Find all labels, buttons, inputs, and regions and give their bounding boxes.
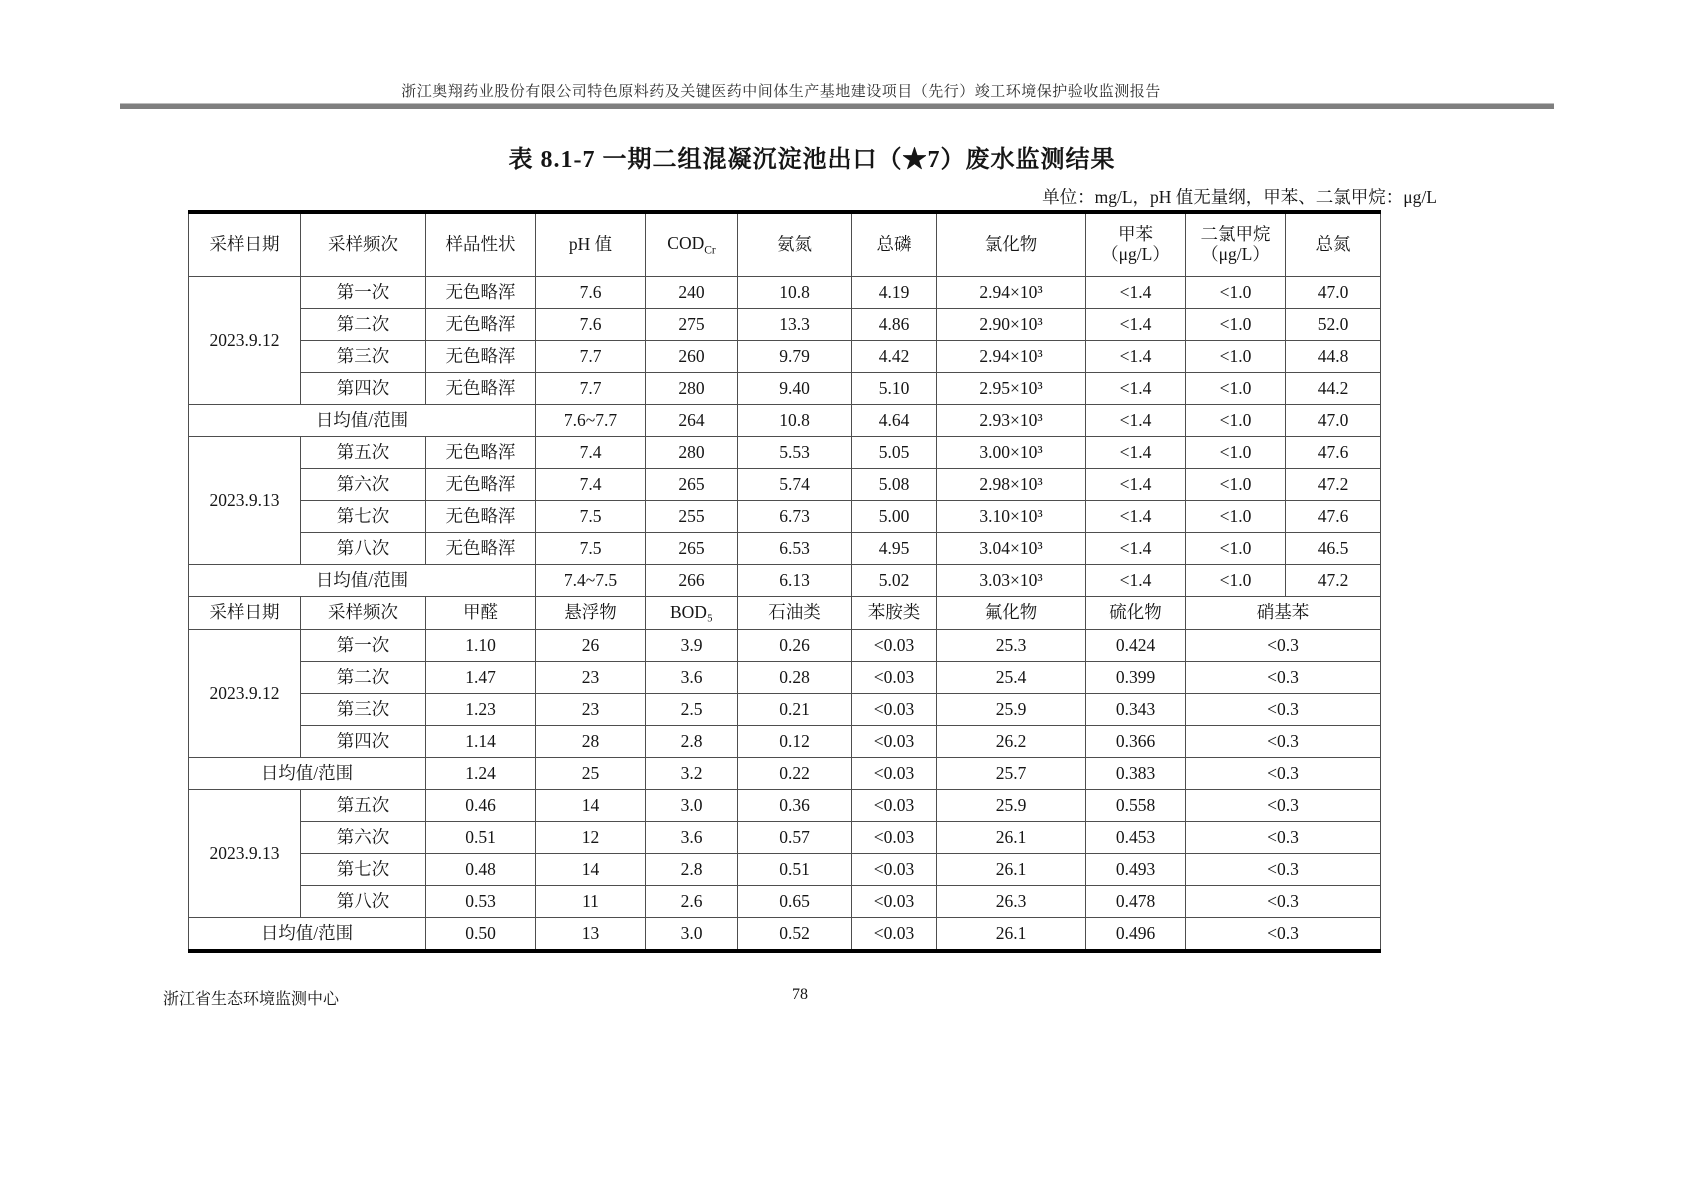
value-cell: 4.95 (852, 533, 937, 565)
value-cell: 0.21 (738, 694, 852, 726)
value-cell: <1.0 (1186, 533, 1286, 565)
value-cell: 47.6 (1286, 501, 1381, 533)
col-header-aniline: 苯胺类 (852, 597, 937, 630)
frequency-cell: 第七次 (301, 854, 426, 886)
frequency-cell: 第五次 (301, 437, 426, 469)
value-cell: 无色略浑 (426, 309, 536, 341)
avg-value-cell: 0.50 (426, 918, 536, 952)
value-cell: <1.4 (1086, 437, 1186, 469)
footer-organization: 浙江省生态环境监测中心 (163, 991, 340, 1008)
value-cell: <0.03 (852, 886, 937, 918)
avg-label-cell: 日均值/范围 (189, 565, 536, 597)
avg-value-cell: 3.03×10³ (937, 565, 1086, 597)
value-cell: 0.51 (426, 822, 536, 854)
value-cell: 0.424 (1086, 630, 1186, 662)
dcm-unit: （μg/L） (1201, 244, 1270, 264)
value-cell: 2.90×10³ (937, 309, 1086, 341)
toluene-name: 甲苯 (1118, 224, 1153, 245)
value-cell: 26.2 (937, 726, 1086, 758)
value-cell: 3.0 (646, 790, 738, 822)
value-cell: 260 (646, 341, 738, 373)
value-cell: 0.51 (738, 854, 852, 886)
value-cell: 无色略浑 (426, 277, 536, 309)
value-cell: <0.3 (1186, 694, 1381, 726)
value-cell: 6.73 (738, 501, 852, 533)
value-cell: 7.6 (536, 309, 646, 341)
value-cell: <1.0 (1186, 341, 1286, 373)
value-cell: 47.0 (1286, 277, 1381, 309)
value-cell: <0.3 (1186, 886, 1381, 918)
unit-note: 单位：mg/L，pH 值无量纲，甲苯、二氯甲烷：μg/L (1042, 187, 1437, 207)
value-cell: 无色略浑 (426, 341, 536, 373)
value-cell: 7.7 (536, 373, 646, 405)
table-row (189, 341, 1381, 373)
value-cell: 0.399 (1086, 662, 1186, 694)
table-row (189, 854, 1381, 886)
value-cell: 0.53 (426, 886, 536, 918)
value-cell: <0.03 (852, 694, 937, 726)
col-header-date: 采样日期 (189, 597, 301, 630)
value-cell: 26.1 (937, 822, 1086, 854)
avg-label-cell: 日均值/范围 (189, 918, 426, 952)
frequency-cell: 第二次 (301, 662, 426, 694)
value-cell: 6.53 (738, 533, 852, 565)
value-cell: 26.3 (937, 886, 1086, 918)
value-cell: 7.4 (536, 469, 646, 501)
col-header-dcm (1186, 212, 1286, 277)
table-row (189, 662, 1381, 694)
col-header-frequency: 采样频次 (301, 597, 426, 630)
avg-value-cell: 25 (536, 758, 646, 790)
value-cell: <0.3 (1186, 662, 1381, 694)
table-row-average (189, 758, 1381, 790)
value-cell: 28 (536, 726, 646, 758)
value-cell: 2.98×10³ (937, 469, 1086, 501)
avg-value-cell: 10.8 (738, 405, 852, 437)
frequency-cell: 第三次 (301, 341, 426, 373)
avg-value-cell: 0.52 (738, 918, 852, 952)
avg-value-cell: 3.2 (646, 758, 738, 790)
table-row (189, 501, 1381, 533)
avg-value-cell: 0.383 (1086, 758, 1186, 790)
col-header-formaldehyde: 甲醛 (426, 597, 536, 630)
value-cell: 25.9 (937, 694, 1086, 726)
col-header-nitrobenzene: 硝基苯 (1186, 597, 1381, 630)
value-cell: 14 (536, 854, 646, 886)
value-cell: 5.00 (852, 501, 937, 533)
avg-value-cell: 25.7 (937, 758, 1086, 790)
value-cell: 7.7 (536, 341, 646, 373)
frequency-cell: 第八次 (301, 886, 426, 918)
frequency-cell: 第六次 (301, 469, 426, 501)
frequency-cell: 第六次 (301, 822, 426, 854)
value-cell: <1.4 (1086, 501, 1186, 533)
value-cell: <0.3 (1186, 822, 1381, 854)
avg-value-cell: 1.24 (426, 758, 536, 790)
page-footer (0, 986, 1683, 1010)
value-cell: 3.6 (646, 662, 738, 694)
col-header-petroleum: 石油类 (738, 597, 852, 630)
value-cell: 0.366 (1086, 726, 1186, 758)
avg-value-cell: 26.1 (937, 918, 1086, 952)
value-cell: 10.8 (738, 277, 852, 309)
value-cell: 275 (646, 309, 738, 341)
date-cell: 2023.9.13 (189, 790, 301, 918)
value-cell: 280 (646, 373, 738, 405)
value-cell: 46.5 (1286, 533, 1381, 565)
value-cell: 47.6 (1286, 437, 1381, 469)
value-cell: 3.6 (646, 822, 738, 854)
table-row (189, 533, 1381, 565)
value-cell: 1.47 (426, 662, 536, 694)
value-cell: 5.10 (852, 373, 937, 405)
avg-value-cell: 2.93×10³ (937, 405, 1086, 437)
frequency-cell: 第一次 (301, 277, 426, 309)
value-cell: 4.42 (852, 341, 937, 373)
value-cell: 26.1 (937, 854, 1086, 886)
col-header-toluene (1086, 212, 1186, 277)
value-cell: 23 (536, 662, 646, 694)
avg-value-cell: 7.6~7.7 (536, 405, 646, 437)
value-cell: 5.08 (852, 469, 937, 501)
table-row-average (189, 565, 1381, 597)
col-header-bod5: BOD₅ (646, 597, 738, 630)
table-header-row (189, 597, 1381, 630)
value-cell: 4.19 (852, 277, 937, 309)
avg-value-cell: 4.64 (852, 405, 937, 437)
col-header-frequency: 采样频次 (301, 212, 426, 277)
value-cell: <1.0 (1186, 437, 1286, 469)
col-header-sulfide: 硫化物 (1086, 597, 1186, 630)
value-cell: 2.94×10³ (937, 277, 1086, 309)
avg-value-cell: 47.0 (1286, 405, 1381, 437)
running-head: 浙江奥翔药业股份有限公司特色原料药及关键医药中间体生产基地建设项目（先行）竣工环境保护验收监测报告 (401, 84, 1161, 100)
cod-subscript: Cr (704, 244, 716, 256)
value-cell: <1.0 (1186, 309, 1286, 341)
table-row (189, 469, 1381, 501)
avg-value-cell: 5.02 (852, 565, 937, 597)
value-cell: 280 (646, 437, 738, 469)
value-cell: 5.53 (738, 437, 852, 469)
avg-value-cell: 266 (646, 565, 738, 597)
table-row (189, 373, 1381, 405)
cod-label: COD (667, 232, 705, 253)
col-header-ammonia: 氨氮 (738, 212, 852, 277)
value-cell: 26 (536, 630, 646, 662)
value-cell: 3.10×10³ (937, 501, 1086, 533)
value-cell: 2.8 (646, 726, 738, 758)
avg-label-cell: 日均值/范围 (189, 405, 536, 437)
avg-value-cell: 0.496 (1086, 918, 1186, 952)
avg-value-cell: 3.0 (646, 918, 738, 952)
table-row (189, 694, 1381, 726)
col-header-chloride: 氯化物 (937, 212, 1086, 277)
col-header-fluoride: 氟化物 (937, 597, 1086, 630)
value-cell: 0.57 (738, 822, 852, 854)
table-row (189, 437, 1381, 469)
value-cell: <0.03 (852, 662, 937, 694)
date-cell: 2023.9.13 (189, 437, 301, 565)
table-row-average (189, 405, 1381, 437)
frequency-cell: 第二次 (301, 309, 426, 341)
value-cell: <1.0 (1186, 373, 1286, 405)
avg-value-cell: <0.3 (1186, 758, 1381, 790)
value-cell: 无色略浑 (426, 501, 536, 533)
page-number: 78 (792, 986, 808, 1003)
value-cell: 2.8 (646, 854, 738, 886)
value-cell: 无色略浑 (426, 469, 536, 501)
value-cell: 0.558 (1086, 790, 1186, 822)
monitoring-table (188, 210, 1381, 953)
value-cell: 25.9 (937, 790, 1086, 822)
table-row (189, 277, 1381, 309)
value-cell: 7.5 (536, 533, 646, 565)
value-cell: 0.65 (738, 886, 852, 918)
value-cell: <1.0 (1186, 469, 1286, 501)
value-cell: 0.28 (738, 662, 852, 694)
value-cell: 23 (536, 694, 646, 726)
value-cell: 11 (536, 886, 646, 918)
value-cell: 无色略浑 (426, 373, 536, 405)
table-header-row (189, 212, 1381, 277)
value-cell: <0.3 (1186, 630, 1381, 662)
table-row (189, 630, 1381, 662)
value-cell: 25.4 (937, 662, 1086, 694)
value-cell: 7.6 (536, 277, 646, 309)
col-header-appearance: 样品性状 (426, 212, 536, 277)
header-rule (120, 103, 1554, 109)
value-cell: 1.23 (426, 694, 536, 726)
value-cell: 无色略浑 (426, 533, 536, 565)
value-cell: <0.03 (852, 822, 937, 854)
value-cell: 3.00×10³ (937, 437, 1086, 469)
value-cell: <1.4 (1086, 277, 1186, 309)
table-row (189, 822, 1381, 854)
value-cell: 0.478 (1086, 886, 1186, 918)
frequency-cell: 第五次 (301, 790, 426, 822)
table-row (189, 886, 1381, 918)
value-cell: 2.94×10³ (937, 341, 1086, 373)
value-cell: 47.2 (1286, 469, 1381, 501)
value-cell: <1.4 (1086, 309, 1186, 341)
value-cell: <1.0 (1186, 501, 1286, 533)
value-cell: 0.493 (1086, 854, 1186, 886)
avg-value-cell: <0.3 (1186, 918, 1381, 952)
col-header-tn: 总氮 (1286, 212, 1381, 277)
value-cell: 0.453 (1086, 822, 1186, 854)
col-header-cod (646, 212, 738, 277)
value-cell: <1.4 (1086, 469, 1186, 501)
value-cell: 14 (536, 790, 646, 822)
value-cell: 0.26 (738, 630, 852, 662)
value-cell: 44.8 (1286, 341, 1381, 373)
frequency-cell: 第四次 (301, 373, 426, 405)
frequency-cell: 第七次 (301, 501, 426, 533)
avg-value-cell: <1.0 (1186, 565, 1286, 597)
value-cell: 25.3 (937, 630, 1086, 662)
value-cell: 5.74 (738, 469, 852, 501)
date-cell: 2023.9.12 (189, 277, 301, 405)
value-cell: 1.14 (426, 726, 536, 758)
value-cell: <1.0 (1186, 277, 1286, 309)
col-header-ph: pH 值 (536, 212, 646, 277)
value-cell: 0.36 (738, 790, 852, 822)
value-cell: 265 (646, 469, 738, 501)
value-cell: 3.9 (646, 630, 738, 662)
avg-value-cell: <1.4 (1086, 405, 1186, 437)
value-cell: 44.2 (1286, 373, 1381, 405)
col-header-date: 采样日期 (189, 212, 301, 277)
frequency-cell: 第三次 (301, 694, 426, 726)
col-header-ss: 悬浮物 (536, 597, 646, 630)
value-cell: <0.3 (1186, 726, 1381, 758)
value-cell: 5.05 (852, 437, 937, 469)
value-cell: 52.0 (1286, 309, 1381, 341)
value-cell: <0.03 (852, 726, 937, 758)
avg-value-cell: 6.13 (738, 565, 852, 597)
value-cell: 0.343 (1086, 694, 1186, 726)
value-cell: 无色略浑 (426, 437, 536, 469)
table-row (189, 790, 1381, 822)
value-cell: 2.95×10³ (937, 373, 1086, 405)
toluene-unit: （μg/L） (1101, 244, 1170, 264)
value-cell: 265 (646, 533, 738, 565)
date-cell: 2023.9.12 (189, 630, 301, 758)
value-cell: 2.5 (646, 694, 738, 726)
value-cell: 240 (646, 277, 738, 309)
value-cell: <1.4 (1086, 341, 1186, 373)
value-cell: <0.3 (1186, 854, 1381, 886)
value-cell: <0.03 (852, 790, 937, 822)
value-cell: 7.5 (536, 501, 646, 533)
avg-value-cell: 7.4~7.5 (536, 565, 646, 597)
dcm-name: 二氯甲烷 (1200, 224, 1271, 245)
value-cell: 7.4 (536, 437, 646, 469)
value-cell: <1.4 (1086, 373, 1186, 405)
avg-value-cell: <0.03 (852, 918, 937, 952)
table-row (189, 726, 1381, 758)
table-row (189, 309, 1381, 341)
value-cell: 9.40 (738, 373, 852, 405)
avg-value-cell: 264 (646, 405, 738, 437)
value-cell: 0.46 (426, 790, 536, 822)
frequency-cell: 第四次 (301, 726, 426, 758)
avg-value-cell: <0.03 (852, 758, 937, 790)
value-cell: <0.3 (1186, 790, 1381, 822)
value-cell: 13.3 (738, 309, 852, 341)
col-header-tp: 总磷 (852, 212, 937, 277)
value-cell: 12 (536, 822, 646, 854)
avg-value-cell: 0.22 (738, 758, 852, 790)
value-cell: 0.12 (738, 726, 852, 758)
avg-value-cell: 13 (536, 918, 646, 952)
value-cell: 2.6 (646, 886, 738, 918)
table-row-average (189, 918, 1381, 952)
avg-label-cell: 日均值/范围 (189, 758, 426, 790)
value-cell: <0.03 (852, 854, 937, 886)
frequency-cell: 第八次 (301, 533, 426, 565)
value-cell: <0.03 (852, 630, 937, 662)
value-cell: 255 (646, 501, 738, 533)
value-cell: 0.48 (426, 854, 536, 886)
value-cell: 1.10 (426, 630, 536, 662)
value-cell: 4.86 (852, 309, 937, 341)
value-cell: 3.04×10³ (937, 533, 1086, 565)
avg-value-cell: <1.0 (1186, 405, 1286, 437)
table-title: 表 8.1-7 一期二组混凝沉淀池出口（★7）废水监测结果 (508, 147, 1116, 173)
avg-value-cell: 47.2 (1286, 565, 1381, 597)
avg-value-cell: <1.4 (1086, 565, 1186, 597)
value-cell: <1.4 (1086, 533, 1186, 565)
frequency-cell: 第一次 (301, 630, 426, 662)
value-cell: 9.79 (738, 341, 852, 373)
